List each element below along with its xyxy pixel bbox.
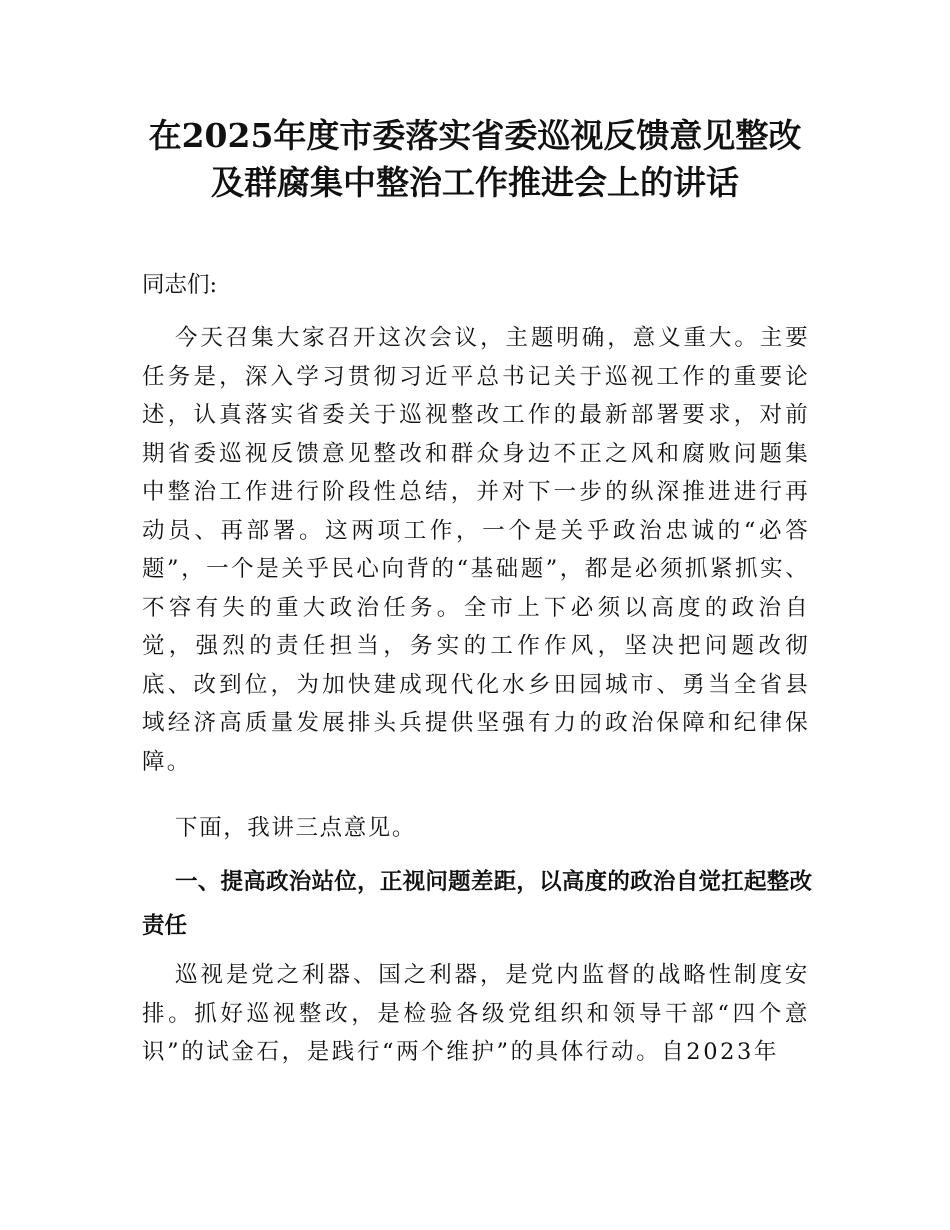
section-heading-1: 一、提高政治站位，正视问题差距，以高度的政治自觉扛起整改责任 (142, 869, 812, 939)
body-paragraph-2: 下面，我讲三点意见。 (175, 815, 417, 841)
document-title (120, 112, 830, 206)
body-paragraph-1: 今天召集大家召开这次会议，主题明确，意义重大。主要任务是，深入学习贯彻习近平总书记关于巡视工作的重要论述，认真落实省委关于巡视整改工作的最新部署要求，对前期省委巡视反馈意见整改和群众身边不正之风和腐败问题集中整治工作进行阶段性总结，并对下一步的纵深推进进行再动员、再部署。这两项工作，一个是关乎政治忠诚的“必答题”，一个是关乎民心向背的“基础题”，都是必须抓紧抓实、不容有失的重大政治任务。全市上下必须以高度的政治自觉，强烈的责任担当，务实的工作作风，坚决把问题改彻底、改到位，为加快建成现代化水乡田园城市、勇当全省县域经济高质量发展排头兵提供坚强有力的政治保障和纪律保障。 (142, 325, 810, 775)
body-paragraph-3: 巡视是党之利器、国之利器，是党内监督的战略性制度安排。抓好巡视整改，是检验各级党组织和领导干部“四个意识”的试金石，是践行“两个维护”的具体行动。自2023年 (142, 962, 810, 1065)
title-line-1: 在2025年度市委落实省委巡视反馈意见整改 (148, 116, 802, 155)
salutation: 同志们: (142, 272, 218, 298)
title-line-2: 及群腐集中整治工作推进会上的讲话 (211, 163, 739, 202)
